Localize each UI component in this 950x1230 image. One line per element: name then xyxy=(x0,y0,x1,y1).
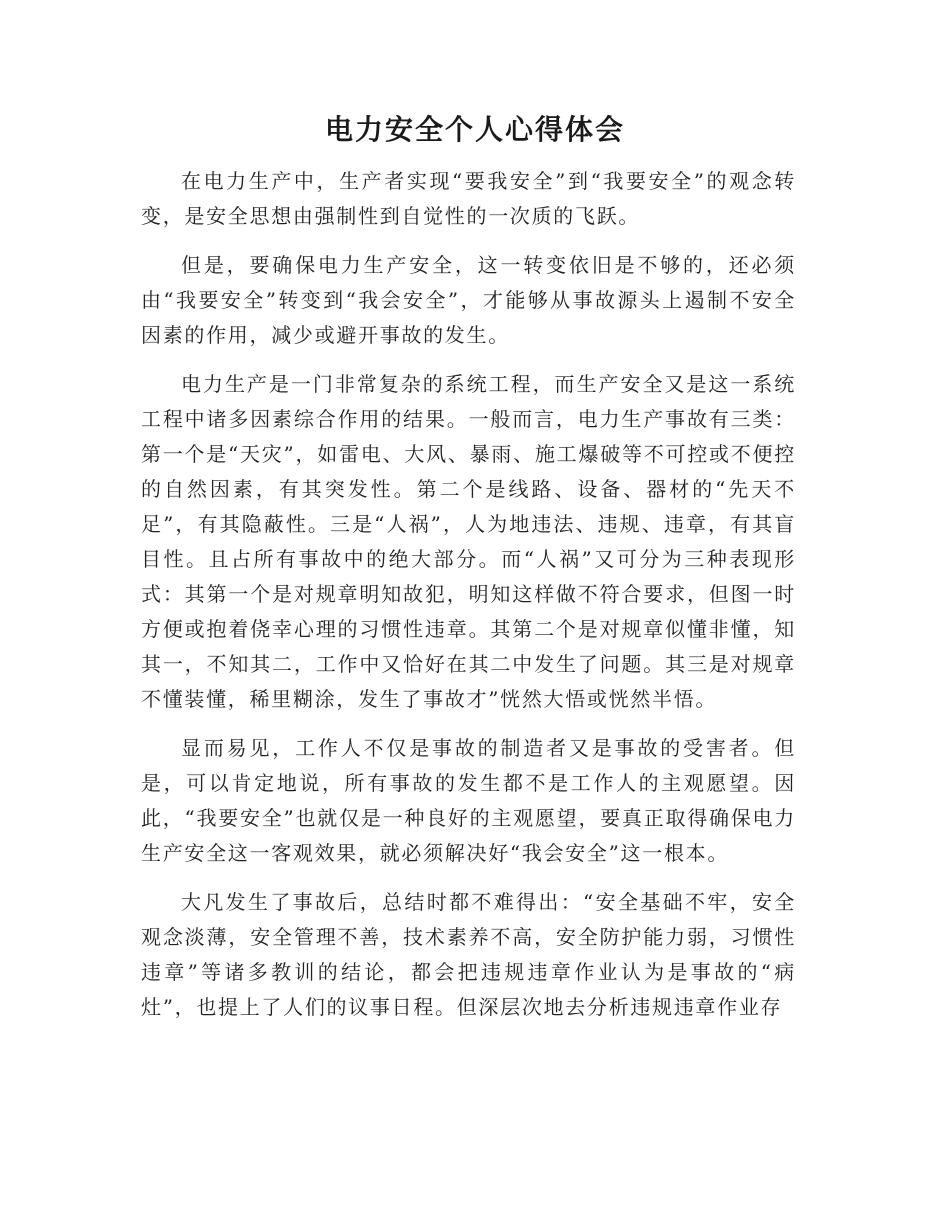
document-body xyxy=(141,164,796,1025)
document-title: 电力安全个人心得体会 xyxy=(324,113,625,146)
paragraph-1: 在电力生产中，生产者实现“要我安全”到“我要安全”的观念转变，是安全思想由强制性到自觉性的一次质的飞跃。 xyxy=(141,169,796,228)
paragraph-5: 大凡发生了事故后，总结时都不难得出：“安全基础不牢，安全观念淡薄，安全管理不善，技术素养不高，安全防护能力弱，习惯性违章”等诸多教训的结论，都会把违规违章作业认为是事故的“病灶”，也提上了人们的议事日程。但深层次地去分析违规违章作业存 xyxy=(141,890,796,1019)
paragraph-4: 显而易见，工作人不仅是事故的制造者又是事故的受害者。但是，可以肯定地说，所有事故的发生都不是工作人的主观愿望。因此，“我要安全”也就仅是一种良好的主观愿望，要真正取得确保电力生产安全这一客观效果，就必须解决好“我会安全”这一根本。 xyxy=(141,736,796,865)
paragraph-3: 电力生产是一门非常复杂的系统工程，而生产安全又是这一系统工程中诸多因素综合作用的结果。一般而言，电力生产事故有三类：第一个是“天灾”，如雷电、大风、暴雨、施工爆破等不可控或不便控的自然因素，有其突发性。第二个是线路、设备、器材的“先天不足”，有其隐蔽性。三是“人祸”，人为地违法、违规、违章，有其盲目性。且占所有事故中的绝大部分。而“人祸”又可分为三种表现形式：其第一个是对规章明知故犯，明知这样做不符合要求，但图一时方便或抱着侥幸心理的习惯性违章。其第二个是对规章似懂非懂，知其一，不知其二，工作中又恰好在其二中发生了问题。其三是对规章不懂装懂，稀里糊涂，发生了事故才”恍然大悟或恍然半悟。 xyxy=(141,372,796,711)
paragraph-2: 但是，要确保电力生产安全，这一转变依旧是不够的，还必须由“我要安全”转变到“我会安全”，才能够从事故源头上遏制不安全因素的作用，减少或避开事故的发生。 xyxy=(141,253,796,347)
